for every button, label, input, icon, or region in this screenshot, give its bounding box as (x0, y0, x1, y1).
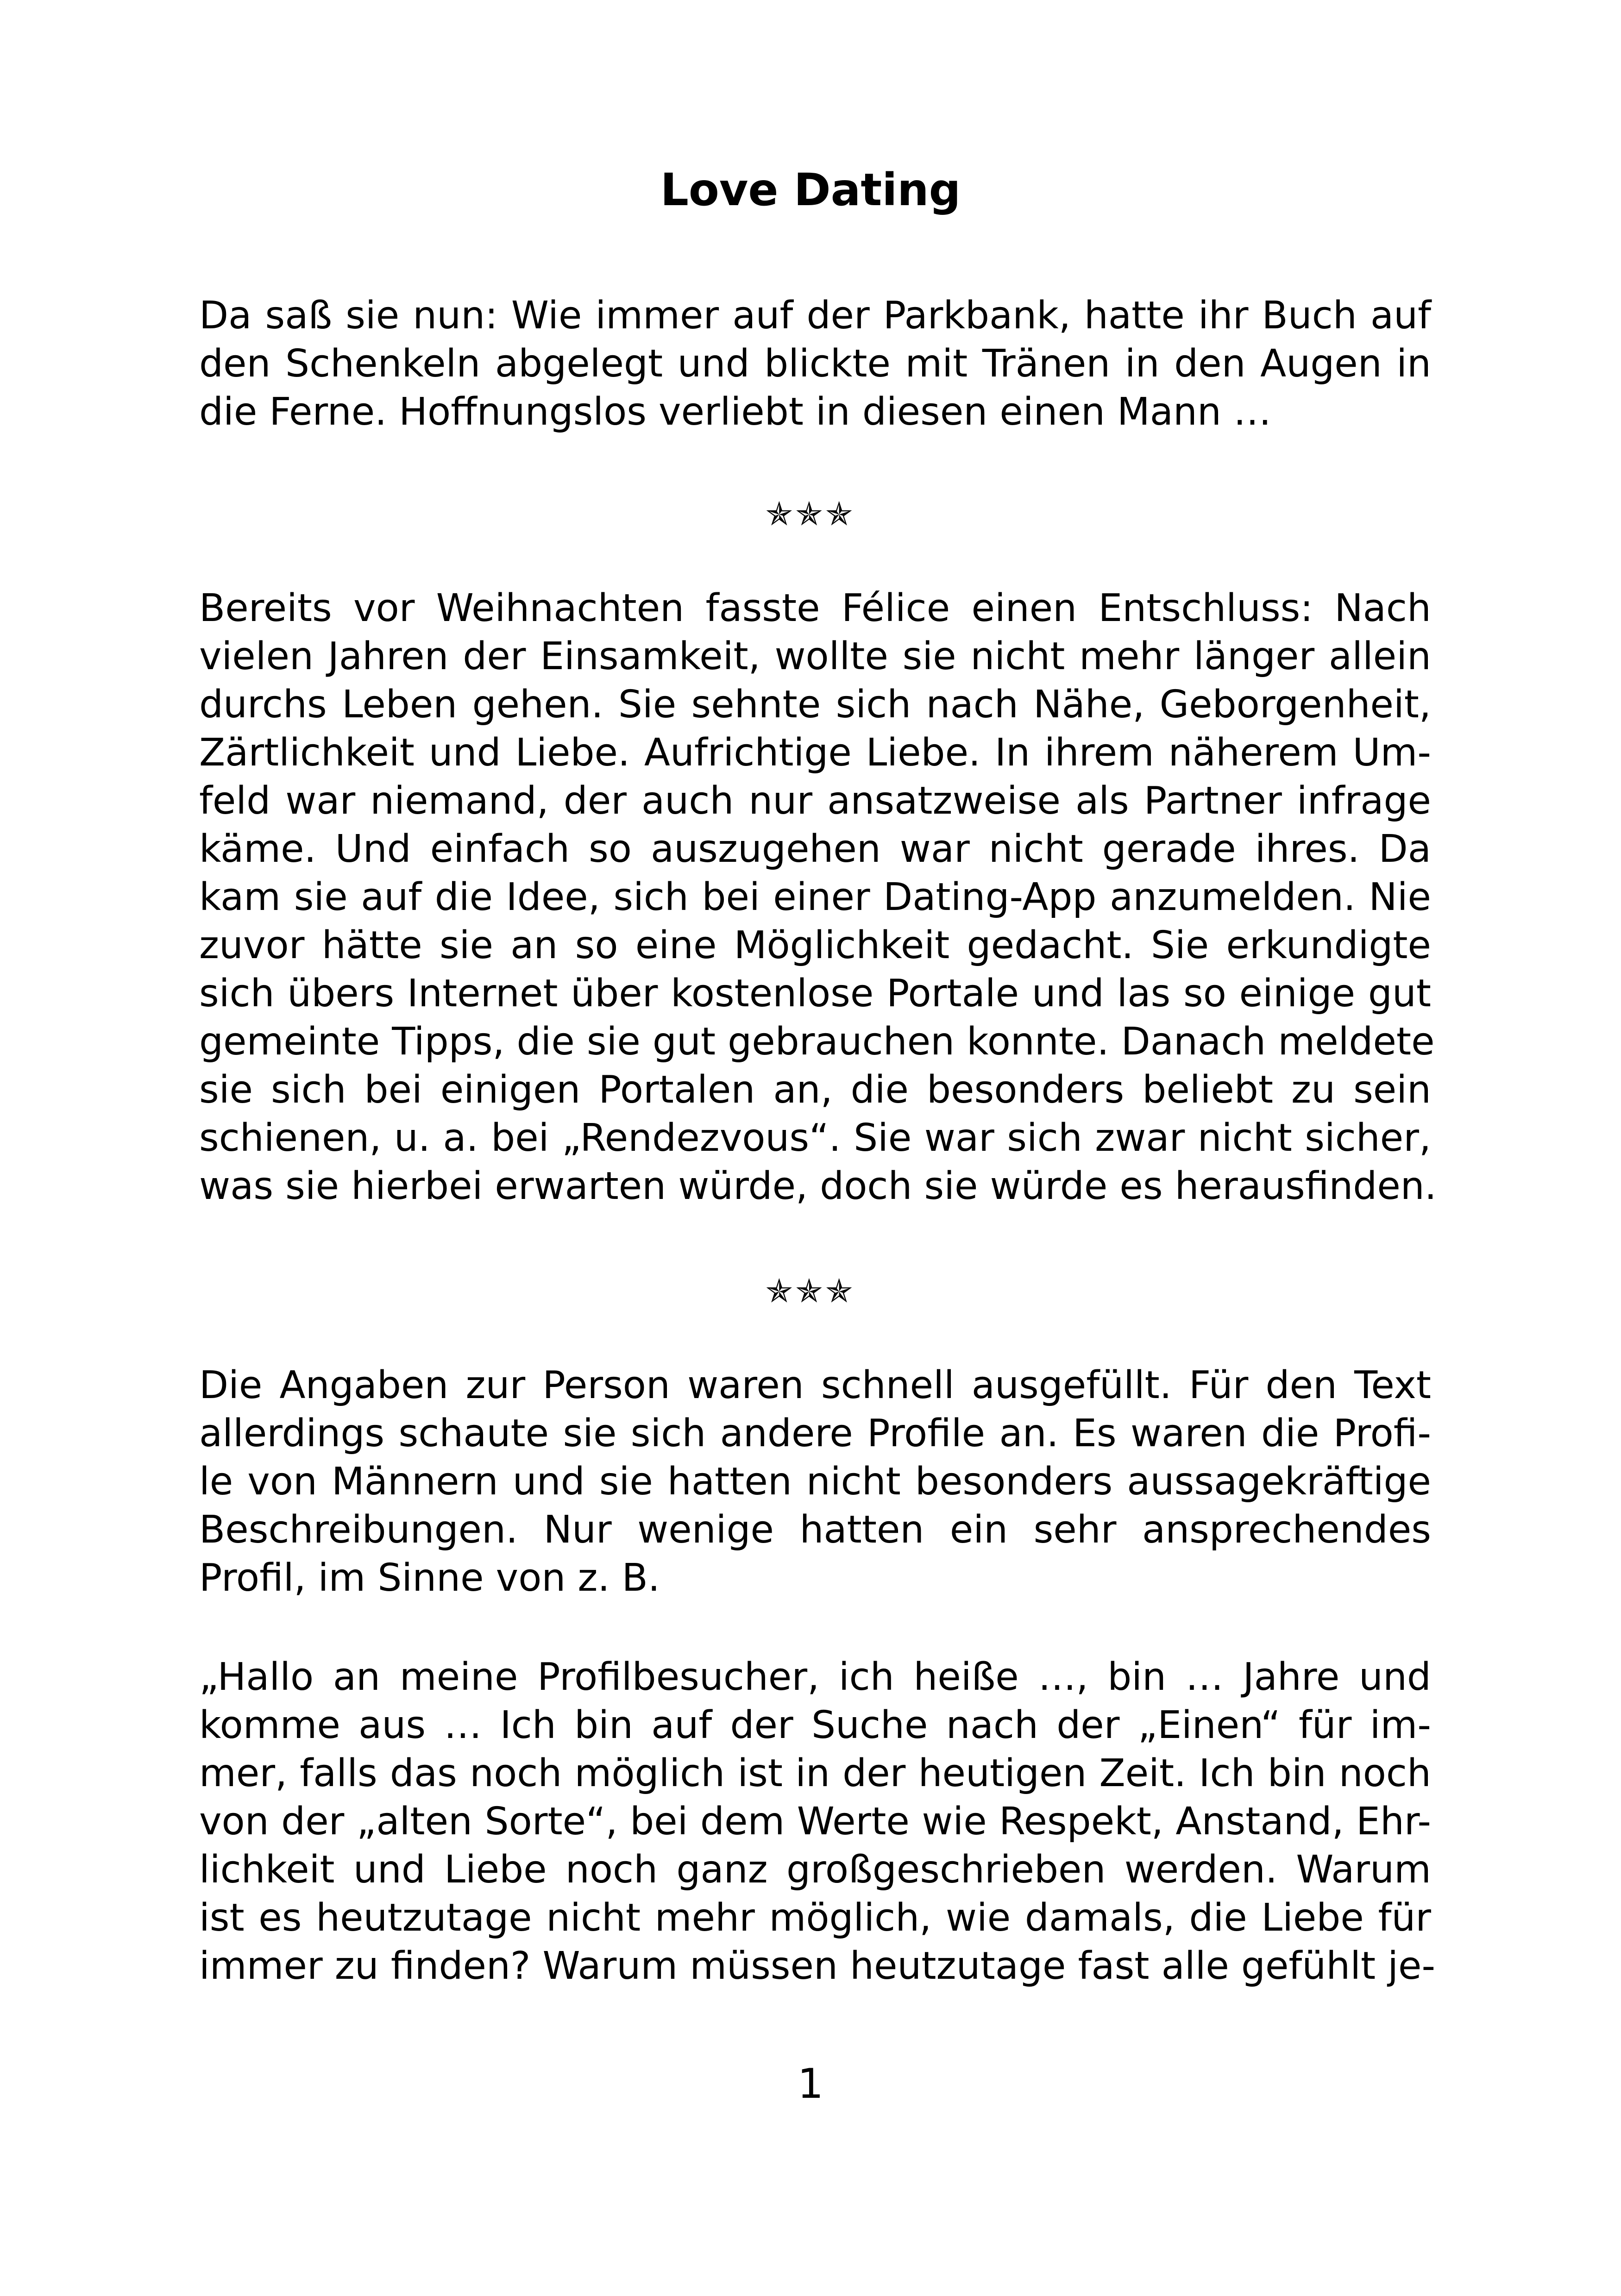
text-line: die Ferne. Hoffnungslos verliebt in diesen einen Mann … (199, 390, 1272, 434)
text-line: le von Männern und sie hatten nicht besonders aussagekräftige (199, 1460, 1431, 1504)
paragraph-2 (199, 584, 1437, 1211)
text-line: Zärtlichkeit und Liebe. Aufrichtige Liebe. In ihrem näherem Um- (199, 731, 1431, 775)
text-line: lichkeit und Liebe noch ganz großgeschrieben werden. Warum (199, 1848, 1431, 1892)
text-line: sich übers Internet über kostenlose Portale und las so einige gut (199, 972, 1431, 1016)
text-line: mer, falls das noch möglich ist in der heutigen Zeit. Ich bin noch (199, 1751, 1431, 1795)
page-number: 1 (798, 2060, 823, 2108)
paragraph-1 (199, 292, 1431, 436)
text-line: immer zu finden? Warum müssen heutzutage fast alle gefühlt je- (199, 1944, 1436, 1988)
text-line: schienen, u. a. bei „Rendezvous“. Sie war sich zwar nicht sicher, (199, 1116, 1431, 1160)
text-line: Die Angaben zur Person waren schnell ausgefüllt. Für den Text (199, 1363, 1431, 1407)
text-line: zuvor hätte sie an so eine Möglichkeit gedacht. Sie erkundigte (199, 923, 1431, 967)
text-line: allerdings schaute sie sich andere Profile an. Es waren die Profi- (199, 1411, 1431, 1455)
paragraph-3 (199, 1361, 1431, 1602)
text-line: gemeinte Tipps, die sie gut gebrauchen konnte. Danach meldete (199, 1020, 1435, 1064)
text-line: feld war niemand, der auch nur ansatzweise als Partner infrage (199, 779, 1431, 823)
section-separator-2: ✯✯✯ (766, 1272, 855, 1310)
text-line: durchs Leben gehen. Sie sehnte sich nach Nähe, Geborgenheit, (199, 683, 1431, 727)
text-line: Beschreibungen. Nur wenige hatten ein sehr ansprechendes (199, 1508, 1431, 1552)
text-line: „Hallo an meine Profilbesucher, ich heiße …, bin … Jahre und (199, 1655, 1431, 1699)
text-line: komme aus … Ich bin auf der Suche nach der „Einen“ für im- (199, 1703, 1431, 1747)
document-title: Love Dating (660, 164, 961, 216)
text-line: Bereits vor Weihnachten fasste Félice einen Entschluss: Nach (199, 586, 1431, 630)
section-separator-1: ✯✯✯ (766, 495, 855, 533)
paragraph-4 (199, 1653, 1436, 1990)
text-line: den Schenkeln abgelegt und blickte mit Tränen in den Augen in (199, 342, 1431, 386)
text-line: Da saß sie nun: Wie immer auf der Parkbank, hatte ihr Buch auf (199, 294, 1431, 338)
text-line: Profil, im Sinne von z. B. (199, 1556, 660, 1600)
text-line: käme. Und einfach so auszugehen war nicht gerade ihres. Da (199, 827, 1431, 871)
text-line: ist es heutzutage nicht mehr möglich, wie damals, die Liebe für (199, 1896, 1431, 1940)
text-line: was sie hierbei erwarten würde, doch sie würde es herausfinden. (199, 1164, 1437, 1208)
text-line: vielen Jahren der Einsamkeit, wollte sie nicht mehr länger allein (199, 634, 1431, 678)
text-line: kam sie auf die Idee, sich bei einer Dating-App anzumelden. Nie (199, 875, 1431, 919)
text-line: von der „alten Sorte“, bei dem Werte wie Respekt, Anstand, Ehr- (199, 1800, 1431, 1844)
text-line: sie sich bei einigen Portalen an, die besonders beliebt zu sein (199, 1068, 1431, 1112)
